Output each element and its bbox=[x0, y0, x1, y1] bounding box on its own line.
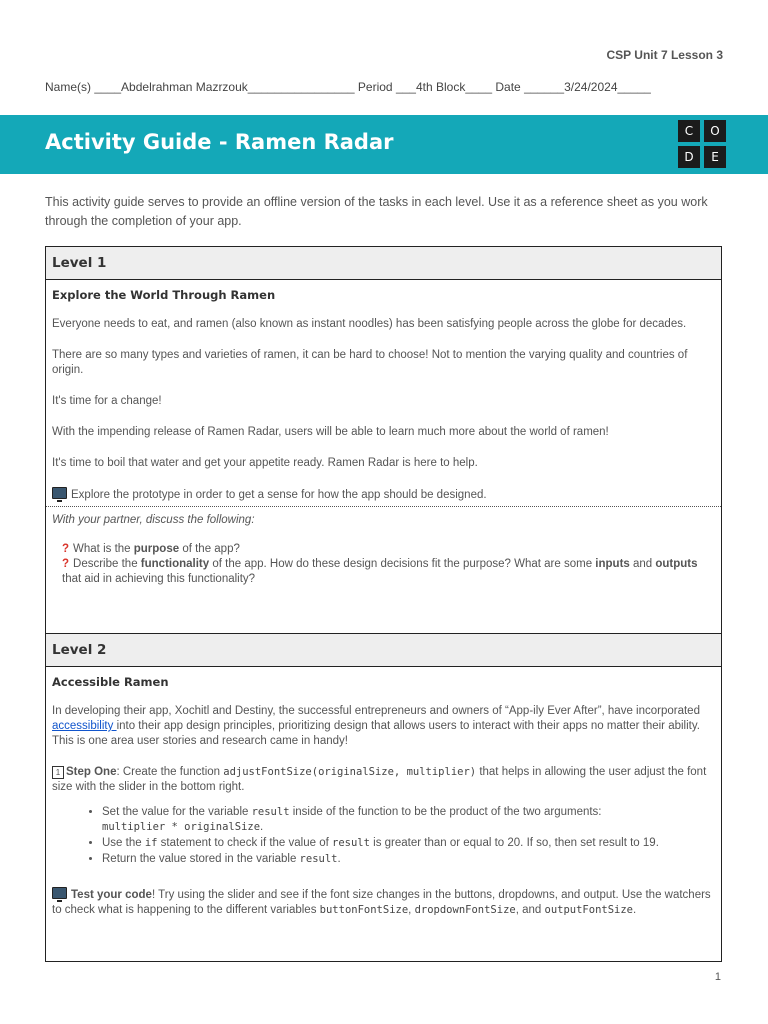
discussion-prompt: With your partner, discuss the following: bbox=[52, 514, 255, 526]
list-item: • Return the value stored in the variable result. bbox=[102, 852, 715, 867]
unit-lesson-label: CSP Unit 7 Lesson 3 bbox=[606, 48, 723, 62]
accessibility-link[interactable]: accessibility bbox=[52, 720, 117, 732]
level-2-title: Level 2 bbox=[46, 634, 721, 667]
question-mark-icon: ? bbox=[62, 558, 70, 570]
page-number: 1 bbox=[714, 971, 721, 983]
level-1-paragraph: Everyone needs to eat, and ramen (also known as instant noodles) has been satisfying people across the globe for decades. bbox=[52, 318, 687, 330]
level-1-section bbox=[45, 246, 722, 634]
intro-paragraph: This activity guide serves to provide an offline version of the tasks in each level. Use it as a reference sheet as you work through the completion of your app. bbox=[45, 195, 708, 228]
level-2-paragraph: In developing their app, Xochitl and Destiny, the successful entrepreneurs and owners of “App-ily Ever After”, have incorporated accessibility into their app design principles, prioritizing design that allows users to interact with their apps no matter their ability. This is one area user stories and research came in handy! bbox=[52, 705, 700, 747]
logo-letter-o: O bbox=[704, 120, 726, 142]
code-logo bbox=[678, 120, 726, 168]
name-label: Name(s) bbox=[45, 80, 92, 94]
period-label: Period bbox=[357, 80, 393, 94]
computer-icon bbox=[52, 487, 67, 499]
question-purpose: ? What is the purpose of the app? bbox=[62, 543, 240, 555]
step-one-list bbox=[52, 805, 715, 867]
level-2-subtitle: Accessible Ramen bbox=[52, 675, 169, 689]
level-2-body bbox=[46, 667, 721, 926]
date-label: Date bbox=[495, 80, 521, 94]
step-one: 1 Step One: Create the function adjustFontSize(originalSize, multiplier) that helps in allowing the user adjust the font size with the slider in the bottom right. bbox=[52, 766, 707, 793]
level-1-paragraph: With the impending release of Ramen Radar, users will be able to learn much more about the world of ramen! bbox=[52, 426, 609, 438]
step-number-icon: 1 bbox=[52, 766, 64, 779]
list-item: • Use the if statement to check if the value of result is greater than or equal to 20. If so, then set result to 19. bbox=[102, 836, 715, 851]
list-item: • Set the value for the variable result inside of the function to be the product of the two arguments: multiplier * originalSize. bbox=[102, 805, 715, 835]
computer-icon bbox=[52, 887, 67, 899]
level-1-title: Level 1 bbox=[46, 247, 721, 280]
student-info-line bbox=[45, 80, 651, 94]
level-1-body bbox=[46, 280, 721, 595]
level-2-section bbox=[45, 633, 722, 962]
level-1-paragraph: It's time to boil that water and get your appetite ready. Ramen Radar is here to help. bbox=[52, 457, 478, 469]
logo-letter-c: C bbox=[678, 120, 700, 142]
explore-text: Explore the prototype in order to get a sense for how the app should be designed. bbox=[71, 489, 487, 501]
question-mark-icon: ? bbox=[62, 543, 70, 555]
name-value: ____Abdelrahman Mazrzouk________________ bbox=[94, 80, 355, 94]
test-your-code: Test your code! Try using the slider and see if the font size changes in the buttons, dropdowns, and output. Use the watchers to check what is happening to the different variables buttonFontSize, dropdownFontSize, and outputFontSize. bbox=[52, 889, 711, 916]
title-banner bbox=[0, 115, 768, 174]
logo-letter-e: E bbox=[704, 146, 726, 168]
period-value: ___4th Block____ bbox=[395, 80, 493, 94]
explore-prototype-line bbox=[52, 487, 715, 503]
level-1-paragraph: There are so many types and varieties of ramen, it can be hard to choose! Not to mention the varying quality and countries of origin. bbox=[52, 349, 688, 376]
page-title: Activity Guide - Ramen Radar bbox=[45, 130, 394, 154]
date-value: ______3/24/2024_____ bbox=[524, 80, 651, 94]
question-functionality: ? Describe the functionality of the app. How do these design decisions fit the purpose? What are some inputs and outputs that aid in achieving this functionality? bbox=[62, 558, 698, 585]
discussion-block bbox=[46, 506, 721, 587]
step-one-label: Step One bbox=[66, 766, 117, 778]
level-1-subtitle: Explore the World Through Ramen bbox=[52, 288, 276, 302]
level-1-paragraph: It's time for a change! bbox=[52, 395, 162, 407]
logo-letter-d: D bbox=[678, 146, 700, 168]
function-signature: adjustFontSize(originalSize, multiplier) bbox=[223, 766, 477, 778]
